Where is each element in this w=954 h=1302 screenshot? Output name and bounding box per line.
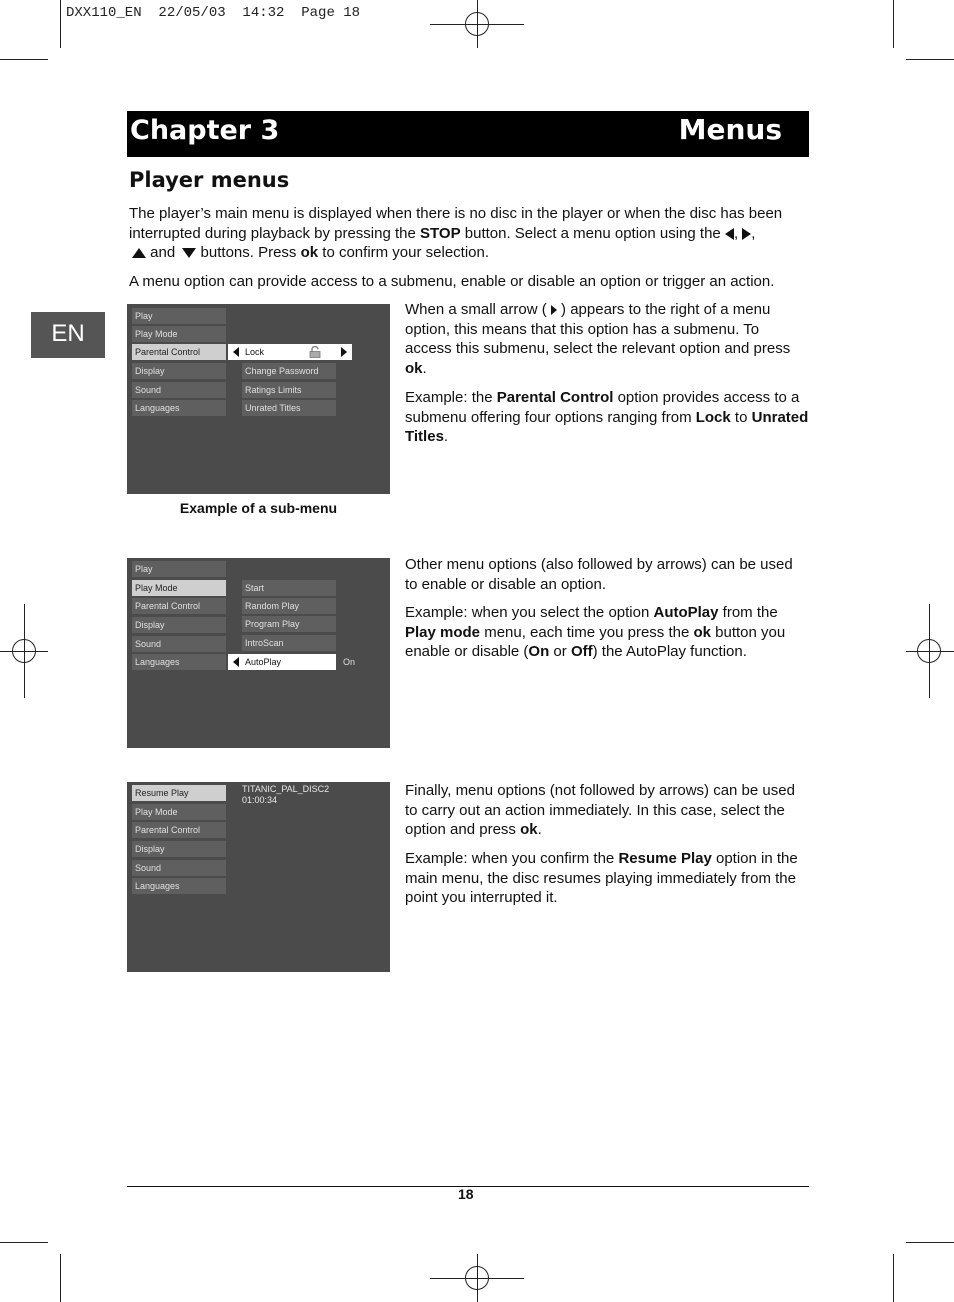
menu-item-play-mode[interactable]: Play Mode (132, 804, 226, 820)
right-arrow-icon (742, 228, 751, 240)
disc-title: TITANIC_PAL_DISC2 (242, 784, 330, 794)
menu-item-display[interactable]: Display (132, 363, 226, 379)
menu-item-languages[interactable]: Languages (132, 400, 226, 416)
left-arrow-icon (233, 657, 239, 667)
submenu-explanation: When a small arrow ( ) appears to the right of a menu option, this means that this option has a submenu. To access this submenu, select the relevant option and press ok. (405, 301, 791, 377)
padlock-icon (308, 346, 322, 358)
submenu-item-lock[interactable]: Lock (228, 344, 352, 360)
resume-play-screen (127, 782, 390, 972)
disc-time: 01:00:34 (242, 795, 278, 805)
left-arrow-icon (725, 228, 734, 240)
right-arrow-icon (341, 347, 347, 357)
chapter-label: Chapter 3 (130, 115, 280, 146)
submenu-item-change-password[interactable]: Change Password (242, 363, 336, 379)
resume-play-example: Example: when you confirm the Resume Play option in the main menu, the disc resumes playing immediately from the point you interrupted it. (405, 850, 798, 907)
submenu-item-program-play[interactable]: Program Play (242, 616, 336, 632)
menu-item-display[interactable]: Display (132, 617, 226, 633)
parental-control-example: Example: the Parental Control option provides access to a submenu offering four options ranging from Lock to Unrated Titles. (405, 389, 809, 446)
play-mode-screen (127, 558, 390, 748)
menu-item-languages[interactable]: Languages (132, 878, 226, 894)
menu-item-resume-play[interactable]: Resume Play (132, 785, 226, 801)
autoplay-value: On (343, 657, 356, 667)
menu-item-play-mode[interactable]: Play Mode (132, 326, 226, 342)
chapter-title: Menus (678, 113, 782, 146)
menu-item-sound[interactable]: Sound (132, 636, 226, 652)
menu-item-play[interactable]: Play (132, 561, 226, 577)
page-number: 18 (458, 1186, 474, 1202)
menu-item-sound[interactable]: Sound (132, 382, 226, 398)
print-slug: DXX110_EN 22/05/03 14:32 Page 18 (66, 5, 361, 21)
submenu-item-autoplay[interactable]: AutoPlay (228, 654, 336, 670)
menu-item-sound[interactable]: Sound (132, 860, 226, 876)
left-arrow-icon (233, 347, 239, 357)
submenu-example-screen (127, 304, 390, 494)
chapter-header-bar (127, 111, 809, 157)
submenu-item-introscan[interactable]: IntroScan (242, 635, 336, 651)
menu-item-parental-control[interactable]: Parental Control (132, 344, 226, 360)
section-title: Player menus (129, 168, 290, 192)
screen-caption: Example of a sub-menu (179, 500, 338, 516)
menu-item-parental-control[interactable]: Parental Control (132, 822, 226, 838)
menu-item-display[interactable]: Display (132, 841, 226, 857)
intro-paragraph: The player’s main menu is displayed when there is no disc in the player or when the disc has been interrupted during playback by pressing the STOP button. Select a menu option using the , , and buttons. Press ok to confirm your selection. (129, 205, 783, 262)
disc-info (242, 784, 329, 806)
enable-disable-explanation: Other menu options (also followed by arrows) can be used to enable or disable an option. (405, 556, 793, 593)
down-arrow-icon (182, 248, 196, 258)
intro-paragraph-2: A menu option can provide access to a submenu, enable or disable an option or trigger an action. (129, 273, 775, 290)
menu-item-languages[interactable]: Languages (132, 654, 226, 670)
submenu-item-unrated-titles[interactable]: Unrated Titles (242, 400, 336, 416)
menu-item-parental-control[interactable]: Parental Control (132, 598, 226, 614)
menu-item-play-mode[interactable]: Play Mode (132, 580, 226, 596)
autoplay-example: Example: when you select the option AutoPlay from the Play mode menu, each time you press the ok button you enable or disable (On or Off) the AutoPlay function. (405, 604, 786, 661)
submenu-item-start[interactable]: Start (242, 580, 336, 596)
submenu-item-ratings-limits[interactable]: Ratings Limits (242, 382, 336, 398)
up-arrow-icon (132, 248, 146, 258)
submenu-item-random-play[interactable]: Random Play (242, 598, 336, 614)
action-explanation: Finally, menu options (not followed by arrows) can be used to carry out an action immediately. In this case, select the option and press ok. (405, 782, 795, 839)
menu-item-play[interactable]: Play (132, 308, 226, 324)
language-tab: EN (31, 312, 105, 358)
